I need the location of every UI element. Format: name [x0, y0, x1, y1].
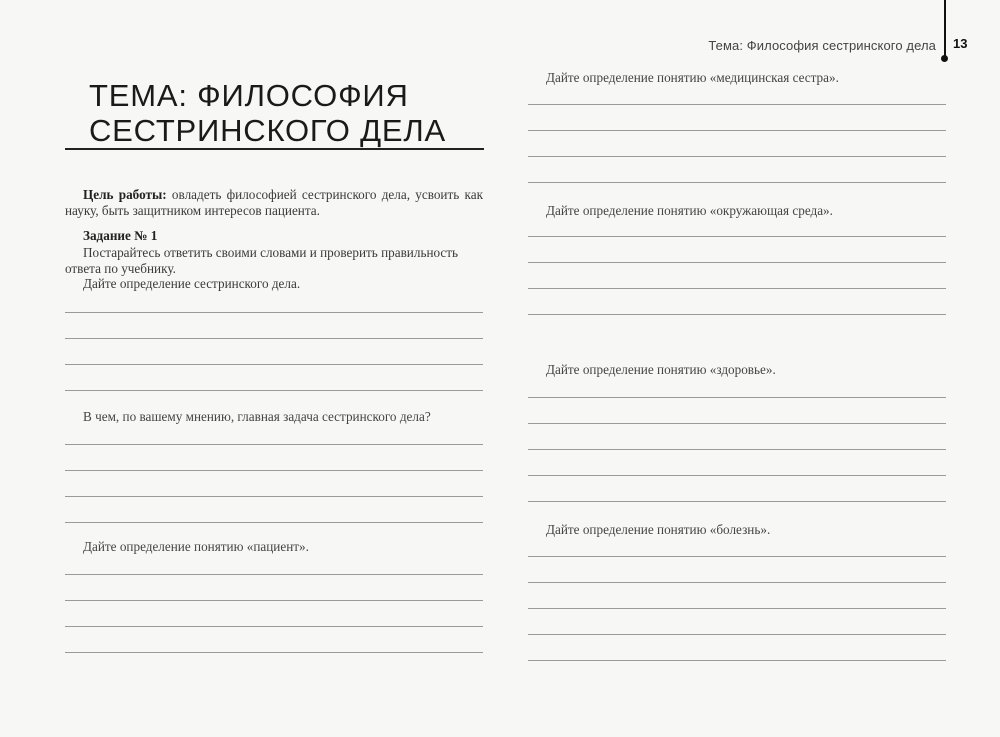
answer-line[interactable]	[528, 262, 946, 263]
running-head: Тема: Философия сестринского дела	[708, 38, 936, 53]
answer-line[interactable]	[65, 390, 483, 391]
answer-line[interactable]	[528, 314, 946, 315]
answer-line[interactable]	[528, 236, 946, 237]
question-health: Дайте определение понятию «здоровье».	[546, 362, 776, 377]
work-goal	[65, 187, 483, 218]
answer-line[interactable]	[65, 574, 483, 575]
question-disease: Дайте определение понятию «болезнь».	[546, 522, 771, 537]
answer-line[interactable]	[528, 182, 946, 183]
answer-line[interactable]	[528, 104, 946, 105]
answer-line[interactable]	[65, 470, 483, 471]
topic-title	[89, 78, 446, 148]
question-nursing-definition: Дайте определение сестринского дела.	[83, 276, 301, 291]
question-nurse: Дайте определение понятию «медицинская сестра».	[546, 70, 839, 85]
title-underline	[65, 148, 484, 150]
task-heading: Задание № 1	[83, 228, 158, 243]
answer-line[interactable]	[65, 600, 483, 601]
answer-line[interactable]	[528, 475, 946, 476]
answer-line[interactable]	[528, 608, 946, 609]
answer-line[interactable]	[528, 397, 946, 398]
topic-title-line-2: СЕСТРИНСКОГО ДЕЛА	[89, 113, 446, 148]
question-main-task: В чем, по вашему мнению, главная задача сестринского дела?	[83, 409, 431, 424]
question-patient: Дайте определение понятию «пациент».	[83, 539, 309, 554]
task-instruction: Постарайтесь ответить своими словами и проверить правильность ответа по учебнику.	[65, 245, 459, 276]
header-rule-dot	[941, 55, 948, 62]
question-environment: Дайте определение понятию «окружающая среда».	[546, 203, 833, 218]
answer-line[interactable]	[65, 652, 483, 653]
answer-line[interactable]	[528, 449, 946, 450]
work-goal-text: овладеть философией сестринского дела, усвоить как науку, быть защитником интересов пациента.	[65, 187, 483, 218]
header-vertical-rule	[944, 0, 946, 58]
answer-line[interactable]	[65, 444, 483, 445]
answer-line[interactable]	[528, 423, 946, 424]
answer-line[interactable]	[528, 660, 946, 661]
answer-line[interactable]	[528, 556, 946, 557]
answer-line[interactable]	[528, 288, 946, 289]
answer-line[interactable]	[65, 338, 483, 339]
answer-line[interactable]	[528, 501, 946, 502]
answer-line[interactable]	[65, 364, 483, 365]
answer-line[interactable]	[65, 312, 483, 313]
answer-line[interactable]	[528, 634, 946, 635]
answer-line[interactable]	[65, 522, 483, 523]
task-body	[65, 245, 483, 292]
answer-line[interactable]	[65, 496, 483, 497]
topic-title-line-1: ТЕМА: ФИЛОСОФИЯ	[89, 78, 409, 113]
work-goal-label: Цель работы:	[83, 187, 167, 202]
page-number: 13	[953, 36, 968, 51]
answer-line[interactable]	[65, 626, 483, 627]
answer-line[interactable]	[528, 582, 946, 583]
answer-line[interactable]	[528, 130, 946, 131]
answer-line[interactable]	[528, 156, 946, 157]
